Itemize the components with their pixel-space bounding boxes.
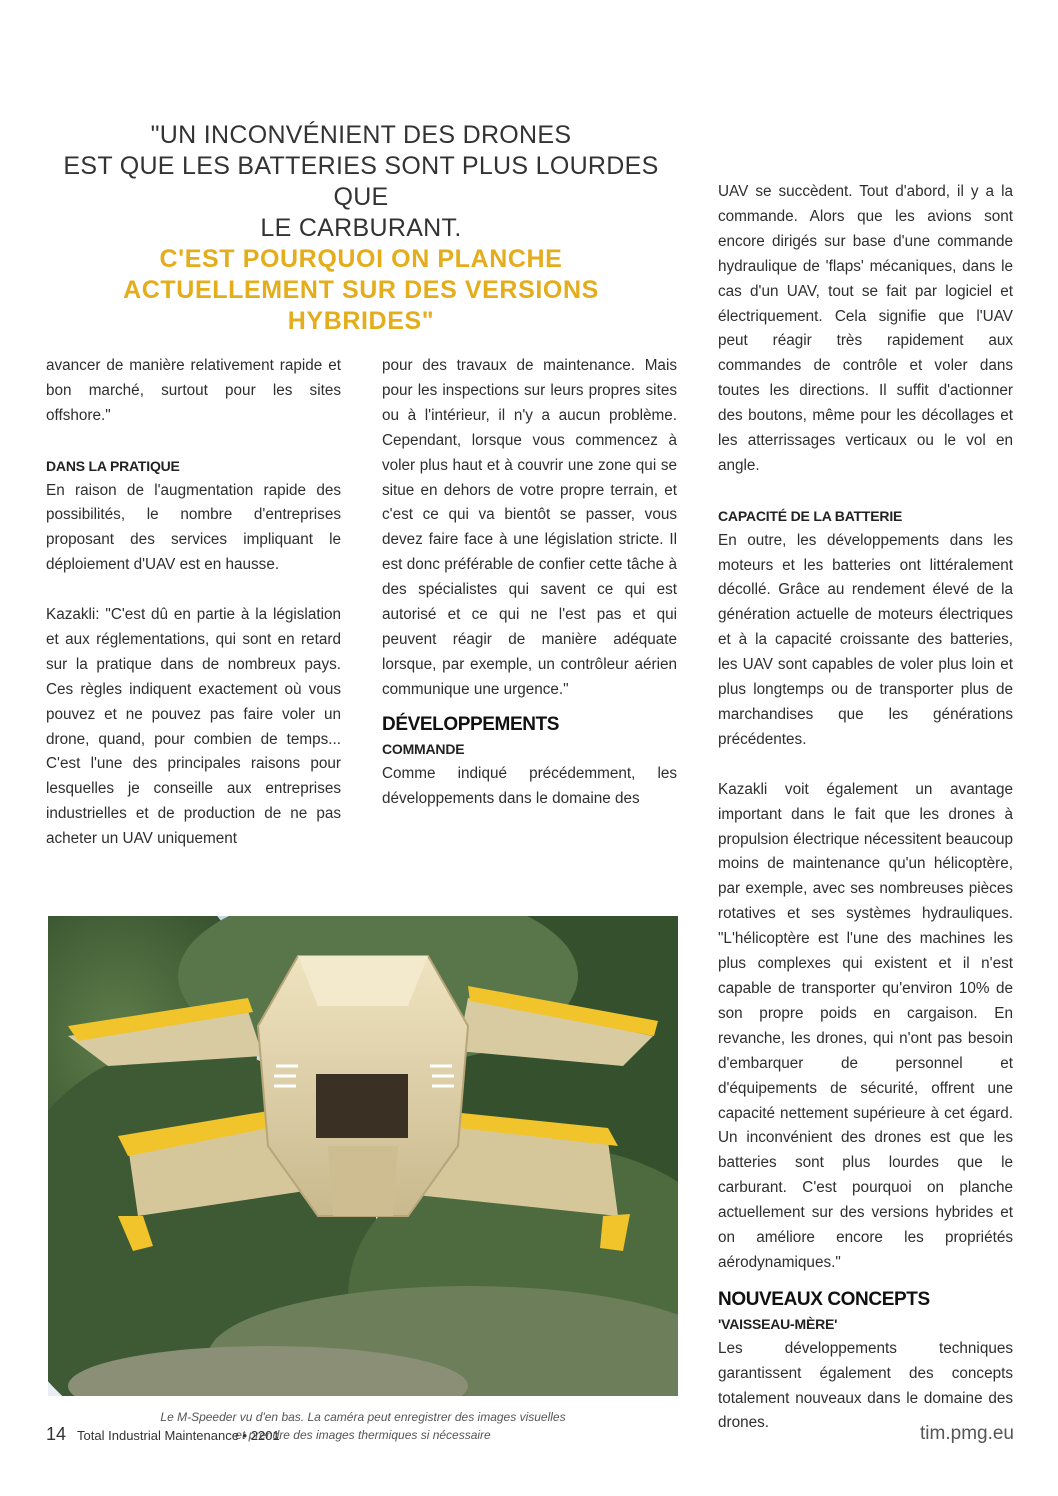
- text-column-2: [382, 354, 677, 811]
- paragraph: En outre, les développements dans les moteurs et les batteries ont littéralement décollé. Grâce au rendement élevé de la génération actuelle de moteurs électriques et à la capacité croissante des batteries, les UAV sont capables de voler plus loin et plus longtemps ou de transporter plus de marchandises que les générations précédentes.: [718, 531, 1013, 748]
- drone-photo: [48, 916, 678, 1396]
- paragraph: Comme indiqué précédemment, les développements dans le domaine des: [382, 764, 677, 807]
- paragraph: En raison de l'augmentation rapide des possibilités, le nombre d'entreprises proposant des services impliquant le déploiement d'UAV est en hausse.: [46, 481, 341, 574]
- m-speeder-drone-illustration: [48, 916, 678, 1396]
- quote-highlight-line: ACTUELLEMENT SUR DES VERSIONS: [123, 276, 599, 304]
- subheading-vaisseau-mere: 'VAISSEAU-MÈRE': [718, 1315, 838, 1332]
- paragraph: Kazakli voit également un avantage important dans le fait que les drones à propulsion électrique nécessitent beaucoup moins de maintenance qu'un hélicoptère, par exemple, avec ses nombreuses pièces rotatives et ses systèmes hydrauliques. "L'hélicoptère est l'une des machines les plus complexes qui existent et il n'est capable de transporter qu'environ 10% de son propre poids en cargaison. En revanche, les drones, qui n'ont pas besoin d'embarquer de personnel et d'équipements de sécurité, offrent une capacité nettement supérieure à cet égard. Un inconvénient des drones est que les batteries sont plus lourdes que le carburant. C'est pourquoi on planche actuellement sur des versions hybrides et on améliore encore les propriétés aérodynamiques.": [718, 780, 1013, 1271]
- pull-quote: [40, 120, 682, 337]
- paragraph: Kazakli: "C'est dû en partie à la législation et aux réglementations, qui sont en retard sur la pratique dans de nombreux pays. Ces règles indiquent exactement où vous pouvez et ne pouvez pas faire voler un drone, quand, pour combien de temps... C'est l'une des principales raisons pour lesquelles je conseille aux entreprises industrielles et de production de ne pas acheter un UAV uniquement: [46, 606, 341, 848]
- quote-line: EST QUE LES BATTERIES SONT PLUS LOURDES QUE: [63, 152, 659, 211]
- quote-line: LE CARBURANT.: [260, 214, 462, 242]
- website-link[interactable]: tim.pmg.eu: [920, 1423, 1014, 1444]
- text-column-3: [718, 180, 1013, 1436]
- footer-publication: [46, 1424, 280, 1445]
- quote-highlight-line: C'EST POURQUOI ON PLANCHE: [159, 245, 563, 273]
- text-column-1: [46, 354, 341, 852]
- quote-highlight-line: HYBRIDES": [287, 307, 435, 335]
- section-heading-pratique: DANS LA PRATIQUE: [46, 457, 180, 474]
- section-heading-concepts: NOUVEAUX CONCEPTS: [718, 1288, 930, 1310]
- paragraph: Les développements techniques garantissent également des concepts totalement nouveaux dans le domaine des drones.: [718, 1339, 1013, 1432]
- paragraph: pour des travaux de maintenance. Mais pour les inspections sur leurs propres sites ou à l'intérieur, il n'y a aucun problème. Cependant, lorsque vous commencez à voler plus haut et à couvrir une zone qui se situe en dehors de votre propre terrain, et c'est ce qui va bientôt se passer, vous devez faire face à une législation stricte. Il est donc préférable de confier cette tâche à des spécialistes qui savent ce qui est autorisé et ce qui ne l'est pas et qui peuvent réagir de manière adéquate lorsque, par exemple, un contrôleur aérien communique une urgence.": [382, 357, 677, 698]
- caption-line: Le M-Speeder vu d'en bas. La caméra peut enregistrer des images visuelles: [160, 1410, 566, 1424]
- quote-line: "UN INCONVÉNIENT DES DRONES: [150, 121, 572, 149]
- paragraph: avancer de manière relativement rapide et bon marché, surtout pour les sites offshore.": [46, 357, 341, 424]
- section-heading-developpements: DÉVELOPPEMENTS: [382, 713, 560, 735]
- paragraph: UAV se succèdent. Tout d'abord, il y a la commande. Alors que les avions sont encore dirigés sur base d'une commande hydraulique de 'flaps' mécaniques, dans le cas d'un UAV, tout se fait par logiciel et électriquement. Cela signifie que l'UAV peut réagir très rapidement aux commandes de contrôle et voler dans toutes les directions. Il suffit d'actionner des boutons, même pour les décollages et les atterrissages verticaux ou le vol en angle.: [718, 183, 1013, 474]
- caption-line: et prendre des images thermiques si nécessaire: [235, 1428, 491, 1442]
- subheading-commande: COMMANDE: [382, 740, 465, 757]
- section-heading-batterie: CAPACITÉ DE LA BATTERIE: [718, 507, 903, 524]
- page-number: 14: [46, 1424, 67, 1444]
- publication-name: Total Industrial Maintenance • 2201: [77, 1428, 280, 1443]
